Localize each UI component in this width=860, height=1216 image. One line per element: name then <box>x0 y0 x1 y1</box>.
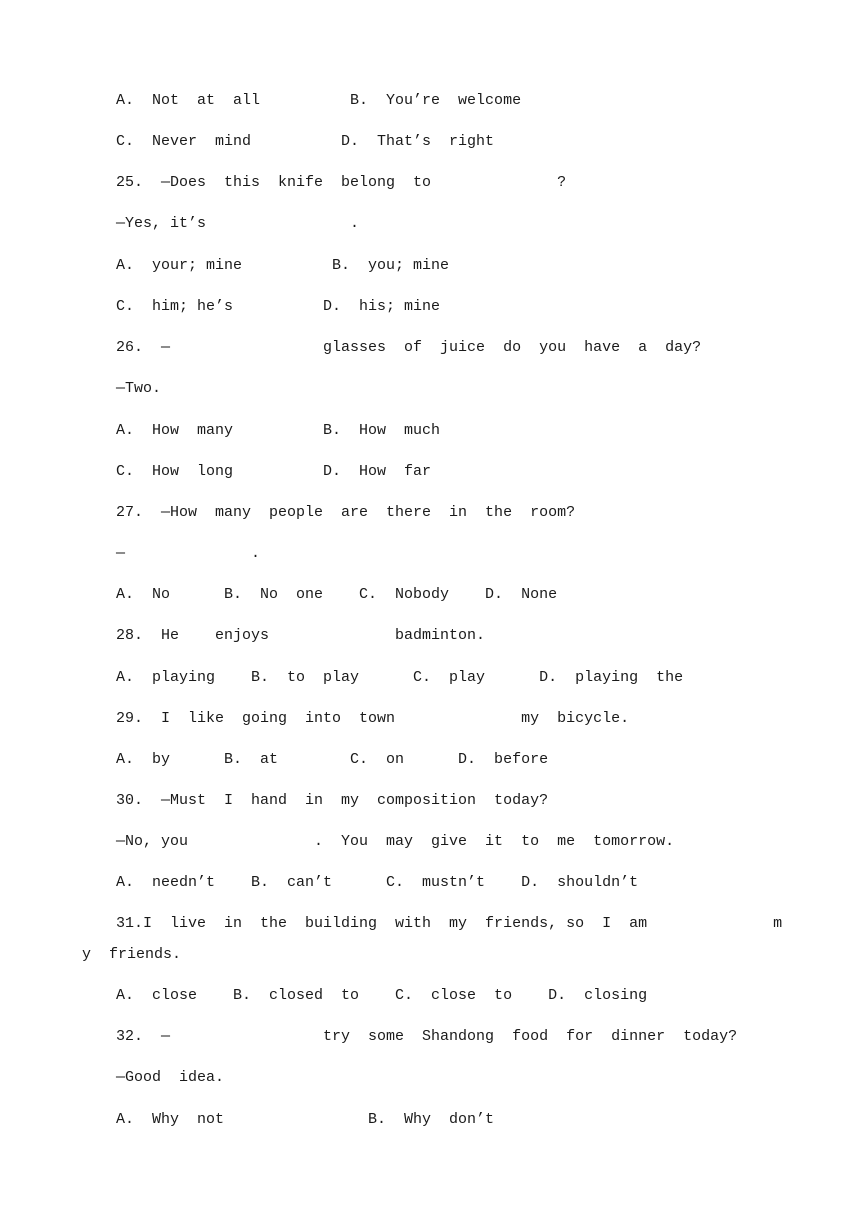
q26-options-ab: A. How many B. How much <box>116 422 441 439</box>
q32-question: 32. — try some Shandong food for dinner today? <box>116 1028 738 1045</box>
q25-options-cd: C. him; he’s D. his; mine <box>116 298 441 315</box>
q27-question: 27. —How many people are there in the room? <box>116 504 576 521</box>
q27-options: A. No B. No one C. Nobody D. None <box>116 586 558 603</box>
q28-options: A. playing B. to play C. play D. playing the <box>116 669 684 686</box>
q28-question: 28. He enjoys badminton. <box>116 627 486 644</box>
q27-answer: — . <box>116 545 261 562</box>
q32-answer: —Good idea. <box>116 1069 225 1086</box>
q32-options-ab: A. Why not B. Why don’t <box>116 1111 495 1128</box>
q26-question: 26. — glasses of juice do you have a day? <box>116 339 702 356</box>
q25-question: 25. —Does this knife belong to ? <box>116 174 567 191</box>
q24-options-cd: C. Never mind D. That’s right <box>116 133 495 150</box>
q30-answer: —No, you . You may give it to me tomorrow. <box>116 833 675 850</box>
q31-question: 31.I live in the building with my friends, so I am m <box>116 915 783 932</box>
q30-options: A. needn’t B. can’t C. mustn’t D. shouldn’t <box>116 874 639 891</box>
q25-answer: —Yes, it’s . <box>116 215 360 232</box>
q25-options-ab: A. your; mine B. you; mine <box>116 257 450 274</box>
q31-options: A. close B. closed to C. close to D. closing <box>116 987 648 1004</box>
q29-options: A. by B. at C. on D. before <box>116 751 549 768</box>
q29-question: 29. I like going into town my bicycle. <box>116 710 630 727</box>
q26-answer: —Two. <box>116 380 162 397</box>
q26-options-cd: C. How long D. How far <box>116 463 432 480</box>
q30-question: 30. —Must I hand in my composition today? <box>116 792 549 809</box>
q31-question-wrap: y friends. <box>82 946 182 963</box>
q24-options-ab: A. Not at all B. You’re welcome <box>116 92 522 109</box>
